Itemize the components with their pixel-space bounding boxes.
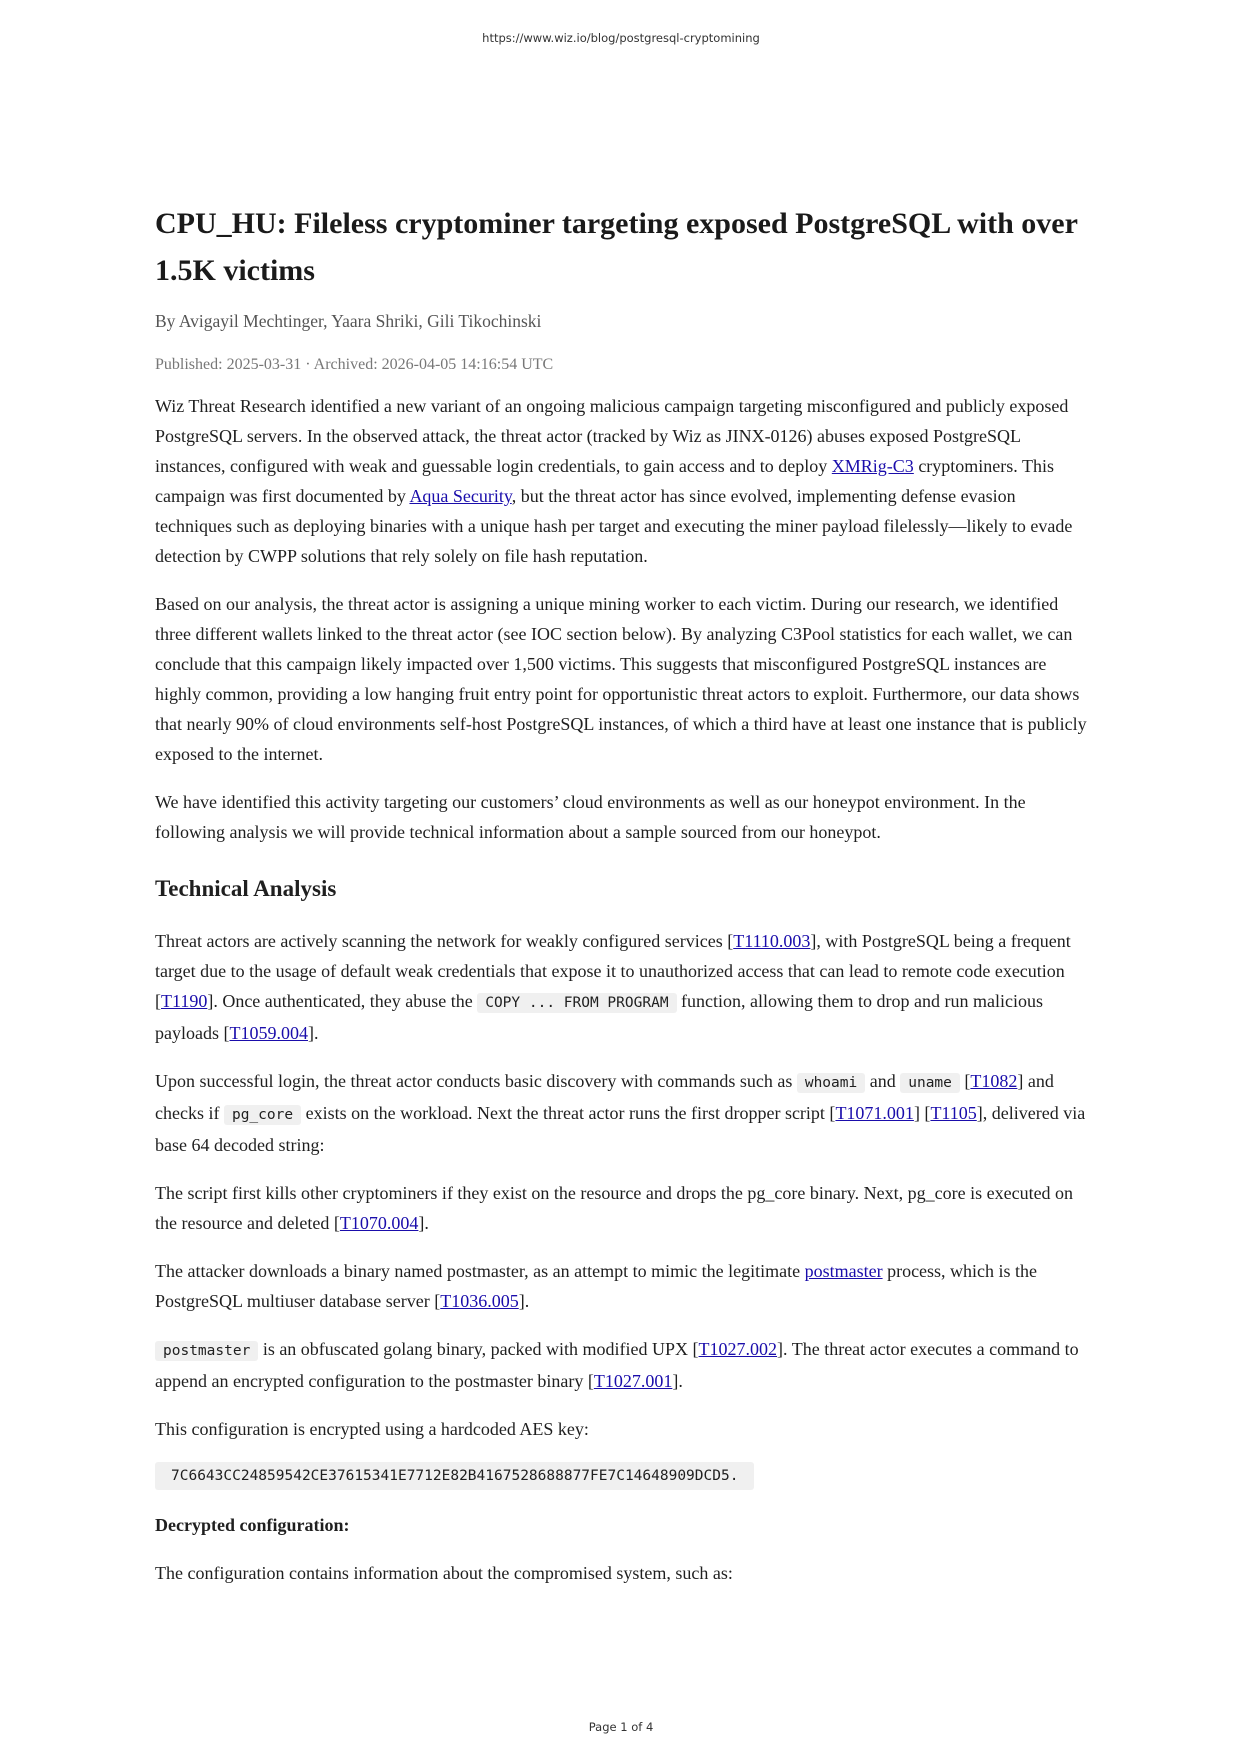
section-heading-technical-analysis: Technical Analysis bbox=[155, 876, 337, 901]
inline-code-uname: uname bbox=[900, 1073, 960, 1093]
article-meta: Published: 2025-03-31 · Archived: 2026-04-05 14:16:54 UTC bbox=[155, 356, 554, 373]
link-t1070-004[interactable]: T1070.004 bbox=[339, 1213, 419, 1233]
link-xmrig-c3[interactable]: XMRig-C3 bbox=[831, 456, 914, 476]
article bbox=[155, 200, 1095, 1606]
inline-code-whoami: whoami bbox=[797, 1073, 865, 1093]
link-t1036-005[interactable]: T1036.005 bbox=[440, 1291, 519, 1311]
paragraph-analysis: Based on our analysis, the threat actor is assigning a unique mining worker to each victim. During our research, we identified three different wallets linked to the threat actor (see IOC section below). By analyzing C3Pool statistics for each wallet, we can conclude that this campaign likely impacted over 1,500 victims. This suggests that misconfigured PostgreSQL instances are highly common, providing a low hanging fruit entry point for opportunistic threat actors to exploit. Furthermore, our data shows that nearly 90% of cloud environments self-host PostgreSQL instances, of which a third have at least one instance that is publicly exposed to the internet. bbox=[155, 594, 1087, 764]
link-t1059-004[interactable]: T1059.004 bbox=[229, 1023, 308, 1043]
article-byline: By Avigayil Mechtinger, Yaara Shriki, Gili Tikochinski bbox=[155, 311, 542, 331]
inline-code-copy-from-program: COPY ... FROM PROGRAM bbox=[477, 993, 676, 1013]
link-aqua-security[interactable]: Aqua Security bbox=[409, 486, 512, 506]
label-decrypted-configuration: Decrypted configuration: bbox=[155, 1515, 350, 1535]
link-postmaster[interactable]: postmaster bbox=[804, 1261, 883, 1281]
paragraph-dropper: The script first kills other cryptominers if they exist on the resource and drops the pg_core binary. Next, pg_core is executed on the resource and deleted [T1070.004]. bbox=[155, 1183, 1074, 1233]
paragraph-postmaster-download: The attacker downloads a binary named postmaster, as an attempt to mimic the legitimate postmaster process, which is the PostgreSQL multiuser database server [T1036.005]. bbox=[155, 1261, 1038, 1311]
paragraph-honeypot: We have identified this activity targeting our customers’ cloud environments as well as our honeypot environment. In the following analysis we will provide technical information about a sample sourced from our honeypot. bbox=[155, 792, 1026, 842]
inline-code-pg-core: pg_core bbox=[224, 1105, 301, 1125]
link-t1027-001[interactable]: T1027.001 bbox=[593, 1371, 673, 1391]
paragraph-configuration: The configuration contains information about the compromised system, such as: bbox=[155, 1563, 733, 1583]
code-block-aes-key: 7C6643CC24859542CE37615341E7712E82B4167528688877FE7C14648909DCD5. bbox=[155, 1462, 754, 1490]
paragraph-intro: Wiz Threat Research identified a new variant of an ongoing malicious campaign targeting misconfigured and publicly exposed PostgreSQL servers. In the observed attack, the threat actor (tracked by Wiz as JINX-0126) abuses exposed PostgreSQL instances, configured with weak and guessable login credentials, to gain access and to deploy XMRig-C3 cryptominers. This campaign was first documented by Aqua Security, but the threat actor has since evolved, implementing defense evasion techniques such as deploying binaries with a unique hash per target and executing the miner payload filelessly—likely to evade detection by CWPP solutions that rely solely on file hash reputation. bbox=[155, 396, 1073, 566]
link-t1105[interactable]: T1105 bbox=[930, 1103, 977, 1123]
paragraph-aes: This configuration is encrypted using a hardcoded AES key: bbox=[155, 1419, 589, 1439]
paragraph-discovery: Upon successful login, the threat actor conducts basic discovery with commands such as whoami and uname [T1082] and checks if pg_core exists on the workload. Next the threat actor runs the first dropper script [T1071.001] [T1105], delivered via base 64 decoded string: bbox=[155, 1071, 1086, 1155]
link-t1190[interactable]: T1190 bbox=[161, 991, 208, 1011]
paragraph-postmaster-binary: postmaster is an obfuscated golang binary, packed with modified UPX [T1027.002]. The threat actor executes a command to append an encrypted configuration to the postmaster binary [T1027.001]. bbox=[155, 1339, 1079, 1391]
paragraph-scanning: Threat actors are actively scanning the network for weakly configured services [T1110.003], with PostgreSQL being a frequent target due to the usage of default weak credentials that expose it to unauthorized access that can lead to remote code execution [T1190]. Once authenticated, they abuse the COPY ... FROM PROGRAM function, allowing them to drop and run malicious payloads [T1059.004]. bbox=[155, 931, 1071, 1043]
page-number: Page 1 of 4 bbox=[588, 1720, 654, 1734]
source-url: https://www.wiz.io/blog/postgresql-cryptomining bbox=[482, 31, 760, 45]
link-t1071-001[interactable]: T1071.001 bbox=[835, 1103, 914, 1123]
link-t1110-003[interactable]: T1110.003 bbox=[733, 931, 811, 951]
link-t1082[interactable]: T1082 bbox=[970, 1071, 1018, 1091]
article-title: CPU_HU: Fileless cryptominer targeting exposed PostgreSQL with over 1.5K victims bbox=[155, 207, 1078, 287]
inline-code-postmaster: postmaster bbox=[155, 1341, 258, 1361]
link-t1027-002[interactable]: T1027.002 bbox=[698, 1339, 778, 1359]
